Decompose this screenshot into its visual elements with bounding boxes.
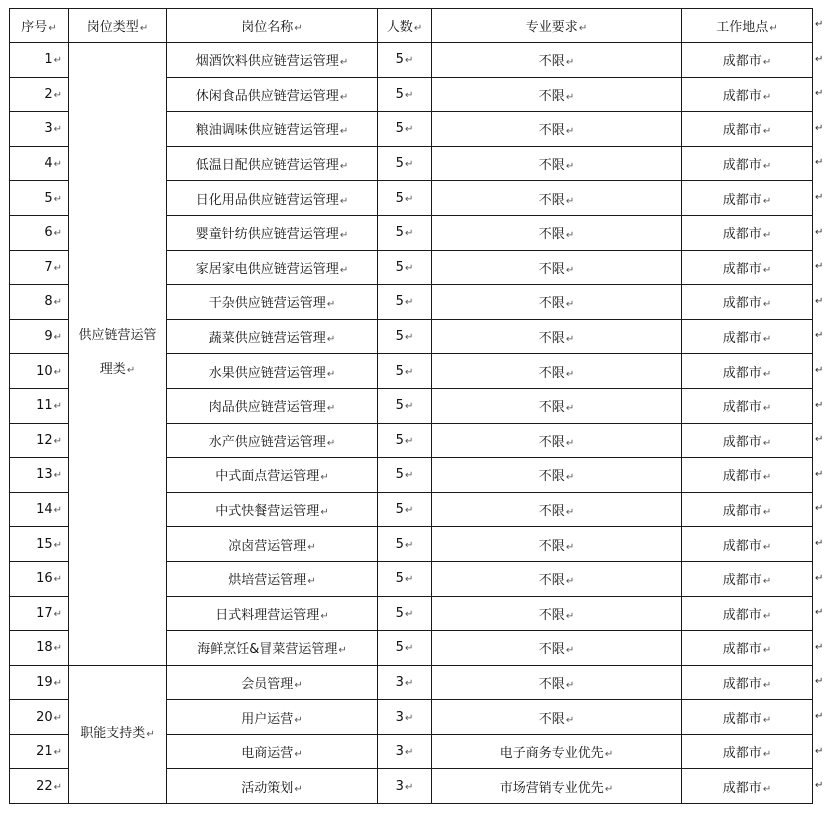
cell-no: 2↵ (10, 77, 69, 112)
cell-count: 5↵ (378, 285, 432, 320)
row-end-mark: ↵ (815, 295, 824, 307)
cell-location: 成都市↵ (682, 527, 813, 562)
cell-requirement: 不限↵ (432, 561, 682, 596)
cell-location: 成都市↵ (682, 250, 813, 285)
header-requirement: 专业要求↵ (432, 9, 682, 43)
row-end-mark: ↵ (815, 330, 824, 342)
row-end-mark: ↵ (815, 538, 824, 549)
cell-position: 会员管理↵ (167, 665, 378, 700)
cell-requirement: 市场营销专业优先↵ (432, 769, 682, 804)
cell-count: 5↵ (378, 423, 432, 458)
cell-requirement: 不限↵ (432, 388, 682, 423)
cell-position: 婴童针纺供应链营运管理↵ (167, 215, 378, 250)
cell-position: 海鲜烹饪&冒菜营运管理↵ (167, 631, 378, 666)
cell-requirement: 不限↵ (432, 215, 682, 250)
cell-position: 烟酒饮料供应链营运管理↵ (167, 43, 378, 78)
cell-position: 粮油调味供应链营运管理↵ (167, 112, 378, 147)
cell-count: 3↵ (378, 769, 432, 804)
cell-no: 8↵ (10, 285, 69, 320)
cell-location: 成都市↵ (682, 769, 813, 804)
header-count: 人数↵ (378, 9, 432, 43)
cell-no: 15↵ (10, 527, 69, 562)
cell-location: 成都市↵ (682, 146, 813, 181)
cell-position: 凉卤营运管理↵ (167, 527, 378, 562)
cell-count: 5↵ (378, 492, 432, 527)
cell-position: 电商运营↵ (167, 734, 378, 769)
row-end-mark: ↵ (815, 641, 824, 653)
header-position: 岗位名称↵ (167, 9, 378, 43)
row-end-mark: ↵ (815, 711, 824, 722)
cell-location: 成都市↵ (682, 388, 813, 423)
cell-requirement: 不限↵ (432, 146, 682, 181)
row-end-mark: ↵ (815, 572, 824, 584)
cell-location: 成都市↵ (682, 319, 813, 354)
header-row (10, 9, 813, 43)
cell-location: 成都市↵ (682, 596, 813, 631)
cell-location: 成都市↵ (682, 700, 813, 735)
cell-count: 5↵ (378, 250, 432, 285)
cell-no: 10↵ (10, 354, 69, 389)
cell-category: 职能支持类↵ (69, 665, 167, 803)
cell-requirement: 不限↵ (432, 631, 682, 666)
cell-no: 18↵ (10, 631, 69, 666)
header-category: 岗位类型↵ (69, 9, 167, 43)
cell-location: 成都市↵ (682, 423, 813, 458)
table-body (10, 43, 813, 804)
cell-location: 成都市↵ (682, 458, 813, 493)
cell-location: 成都市↵ (682, 492, 813, 527)
row-end-mark: ↵ (815, 19, 824, 30)
row-end-mark: ↵ (815, 607, 824, 619)
cell-count: 5↵ (378, 458, 432, 493)
cell-no: 3↵ (10, 112, 69, 147)
header-no: 序号↵ (10, 9, 69, 43)
cell-requirement: 不限↵ (432, 596, 682, 631)
right-margin-marks (815, 8, 827, 808)
cell-no: 5↵ (10, 181, 69, 216)
row-end-mark: ↵ (815, 468, 824, 480)
cell-no: 20↵ (10, 700, 69, 735)
cell-no: 14↵ (10, 492, 69, 527)
cell-position: 日式料理营运管理↵ (167, 596, 378, 631)
row-end-mark: ↵ (815, 676, 824, 688)
cell-requirement: 不限↵ (432, 665, 682, 700)
cell-position: 水果供应链营运管理↵ (167, 354, 378, 389)
row-end-mark: ↵ (815, 192, 824, 203)
cell-count: 3↵ (378, 665, 432, 700)
row-end-mark: ↵ (815, 88, 824, 100)
recruitment-table (9, 8, 813, 804)
cell-count: 5↵ (378, 631, 432, 666)
row-end-mark: ↵ (815, 503, 824, 515)
cell-requirement: 不限↵ (432, 700, 682, 735)
cell-count: 5↵ (378, 527, 432, 562)
row-end-mark: ↵ (815, 261, 824, 273)
cell-no: 9↵ (10, 319, 69, 354)
cell-position: 中式快餐营运管理↵ (167, 492, 378, 527)
cell-count: 5↵ (378, 319, 432, 354)
cell-position: 肉品供应链营运管理↵ (167, 388, 378, 423)
cell-position: 低温日配供应链营运管理↵ (167, 146, 378, 181)
cell-position: 用户运营↵ (167, 700, 378, 735)
cell-no: 16↵ (10, 561, 69, 596)
table-row (10, 665, 813, 700)
cell-location: 成都市↵ (682, 77, 813, 112)
header-location: 工作地点↵ (682, 9, 813, 43)
cell-count: 3↵ (378, 700, 432, 735)
cell-requirement: 不限↵ (432, 112, 682, 147)
cell-position: 烘培营运管理↵ (167, 561, 378, 596)
cell-requirement: 不限↵ (432, 354, 682, 389)
cell-no: 21↵ (10, 734, 69, 769)
cell-no: 1↵ (10, 43, 69, 78)
cell-position: 干杂供应链营运管理↵ (167, 285, 378, 320)
cell-count: 5↵ (378, 354, 432, 389)
cell-location: 成都市↵ (682, 285, 813, 320)
cell-location: 成都市↵ (682, 354, 813, 389)
row-end-mark: ↵ (815, 780, 824, 792)
cell-no: 11↵ (10, 388, 69, 423)
cell-count: 5↵ (378, 77, 432, 112)
row-end-mark: ↵ (815, 365, 824, 376)
cell-no: 19↵ (10, 665, 69, 700)
cell-position: 中式面点营运管理↵ (167, 458, 378, 493)
cell-position: 蔬菜供应链营运管理↵ (167, 319, 378, 354)
cell-count: 5↵ (378, 215, 432, 250)
cell-count: 5↵ (378, 596, 432, 631)
cell-location: 成都市↵ (682, 631, 813, 666)
cell-category: 供应链营运管理类↵ (69, 43, 167, 666)
cell-no: 6↵ (10, 215, 69, 250)
cell-location: 成都市↵ (682, 734, 813, 769)
row-end-mark: ↵ (815, 157, 824, 169)
cell-requirement: 不限↵ (432, 77, 682, 112)
cell-no: 7↵ (10, 250, 69, 285)
cell-count: 5↵ (378, 43, 432, 78)
cell-location: 成都市↵ (682, 112, 813, 147)
cell-no: 12↵ (10, 423, 69, 458)
row-end-mark: ↵ (815, 122, 824, 134)
cell-position: 日化用品供应链营运管理↵ (167, 181, 378, 216)
cell-requirement: 不限↵ (432, 285, 682, 320)
cell-location: 成都市↵ (682, 561, 813, 596)
cell-count: 5↵ (378, 561, 432, 596)
cell-requirement: 不限↵ (432, 181, 682, 216)
cell-requirement: 不限↵ (432, 458, 682, 493)
cell-location: 成都市↵ (682, 215, 813, 250)
cell-requirement: 不限↵ (432, 250, 682, 285)
table-row (10, 43, 813, 78)
cell-position: 水产供应链营运管理↵ (167, 423, 378, 458)
row-end-mark: ↵ (815, 745, 824, 757)
cell-no: 13↵ (10, 458, 69, 493)
cell-no: 4↵ (10, 146, 69, 181)
cell-position: 家居家电供应链营运管理↵ (167, 250, 378, 285)
cell-count: 5↵ (378, 146, 432, 181)
cell-location: 成都市↵ (682, 181, 813, 216)
row-end-mark: ↵ (815, 399, 824, 411)
cell-requirement: 不限↵ (432, 527, 682, 562)
cell-requirement: 不限↵ (432, 319, 682, 354)
cell-requirement: 不限↵ (432, 492, 682, 527)
table-header (10, 9, 813, 43)
row-end-mark: ↵ (815, 434, 824, 446)
cell-requirement: 不限↵ (432, 43, 682, 78)
cell-count: 3↵ (378, 734, 432, 769)
row-end-mark: ↵ (815, 226, 824, 238)
cell-count: 5↵ (378, 181, 432, 216)
row-end-mark: ↵ (815, 53, 824, 65)
cell-location: 成都市↵ (682, 665, 813, 700)
cell-requirement: 不限↵ (432, 423, 682, 458)
cell-location: 成都市↵ (682, 43, 813, 78)
cell-no: 17↵ (10, 596, 69, 631)
cell-requirement: 电子商务专业优先↵ (432, 734, 682, 769)
cell-position: 休闲食品供应链营运管理↵ (167, 77, 378, 112)
cell-position: 活动策划↵ (167, 769, 378, 804)
cell-no: 22↵ (10, 769, 69, 804)
cell-count: 5↵ (378, 112, 432, 147)
cell-count: 5↵ (378, 388, 432, 423)
